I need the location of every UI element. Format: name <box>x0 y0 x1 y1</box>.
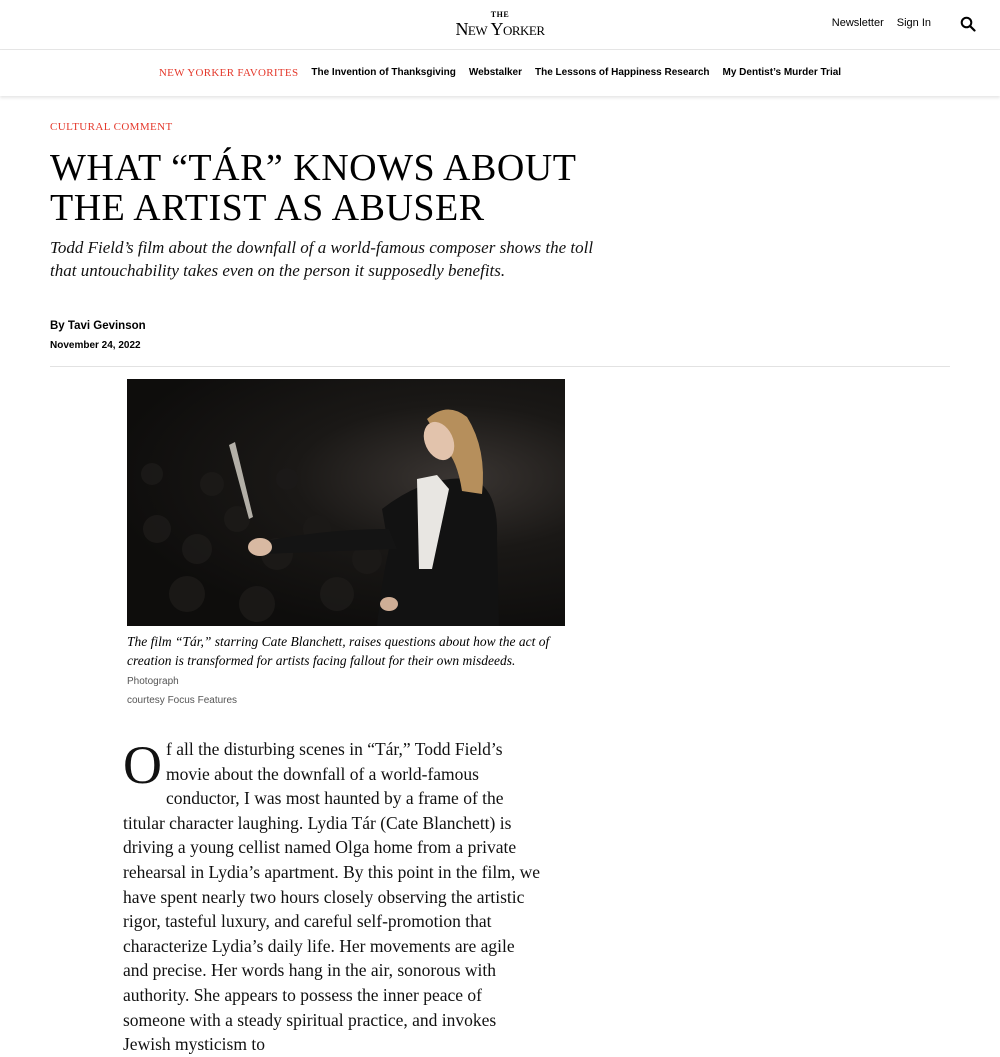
favorites-nav <box>0 50 1000 96</box>
article-headline: WHAT “TÁR” KNOWS ABOUT THE ARTIST AS ABUSER <box>50 147 576 229</box>
conductor-illustration <box>127 379 565 626</box>
photo-credit-prefix: Photograph <box>127 676 179 687</box>
photo-caption <box>127 632 567 710</box>
drop-cap: O <box>123 735 162 795</box>
nav-favorites-label[interactable]: NEW YORKER FAVORITES <box>158 67 299 79</box>
publish-date: November 24, 2022 <box>50 340 141 351</box>
logo-the: THE <box>490 10 510 19</box>
nav-item-dentist-murder-trial[interactable]: My Dentist’s Murder Trial <box>722 67 842 78</box>
photo-credit: courtesy Focus Features <box>127 695 238 706</box>
nav-item-webstalker[interactable]: Webstalker <box>468 67 522 78</box>
sign-in-link[interactable]: Sign In <box>896 17 931 29</box>
nav-item-thanksgiving[interactable]: The Invention of Thanksgiving <box>311 67 456 78</box>
newsletter-link[interactable]: Newsletter <box>831 17 884 29</box>
site-logo[interactable] <box>455 11 544 38</box>
header-divider <box>50 366 950 367</box>
article-dek: Todd Field’s film about the downfall of a world-famous composer shows the toll that untouchability takes even on the person it supposedly benefits. <box>50 238 594 280</box>
top-bar <box>0 0 1000 50</box>
nav-item-happiness-research[interactable]: The Lessons of Happiness Research <box>535 67 710 78</box>
logo-wordmark: New Yorker <box>455 19 545 39</box>
caption-text: The film “Tár,” starring Cate Blanchett, raises questions about how the act of creation is transformed for artists facing fallout for their own misdeeds. <box>127 634 550 668</box>
body-paragraph: f all the disturbing scenes in “Tár,” Todd Field’s movie about the downfall of a world-famous conductor, I was most haunted by a frame of the titular character laughing. Lydia Tár (Cate Blanchett) is driving a young cellist named Olga home from a private rehearsal in Lydia’s apartment. By this point in the film, we have spent nearly two hours closely observing the artistic rigor, tasteful luxury, and careful self-promotion that characterize Lydia’s daily life. Her movements are agile and precise. Her words hang in the air, sonorous with authority. She appears to possess the inner peace of someone with a steady spiritual practice, and invokes Jewish mysticism to <box>123 739 540 1055</box>
rubric-link[interactable]: CULTURAL COMMENT <box>50 121 173 133</box>
article-body <box>123 737 543 1057</box>
search-icon[interactable] <box>960 16 976 32</box>
byline[interactable]: By Tavi Gevinson <box>50 320 146 332</box>
lead-photo <box>127 379 565 626</box>
